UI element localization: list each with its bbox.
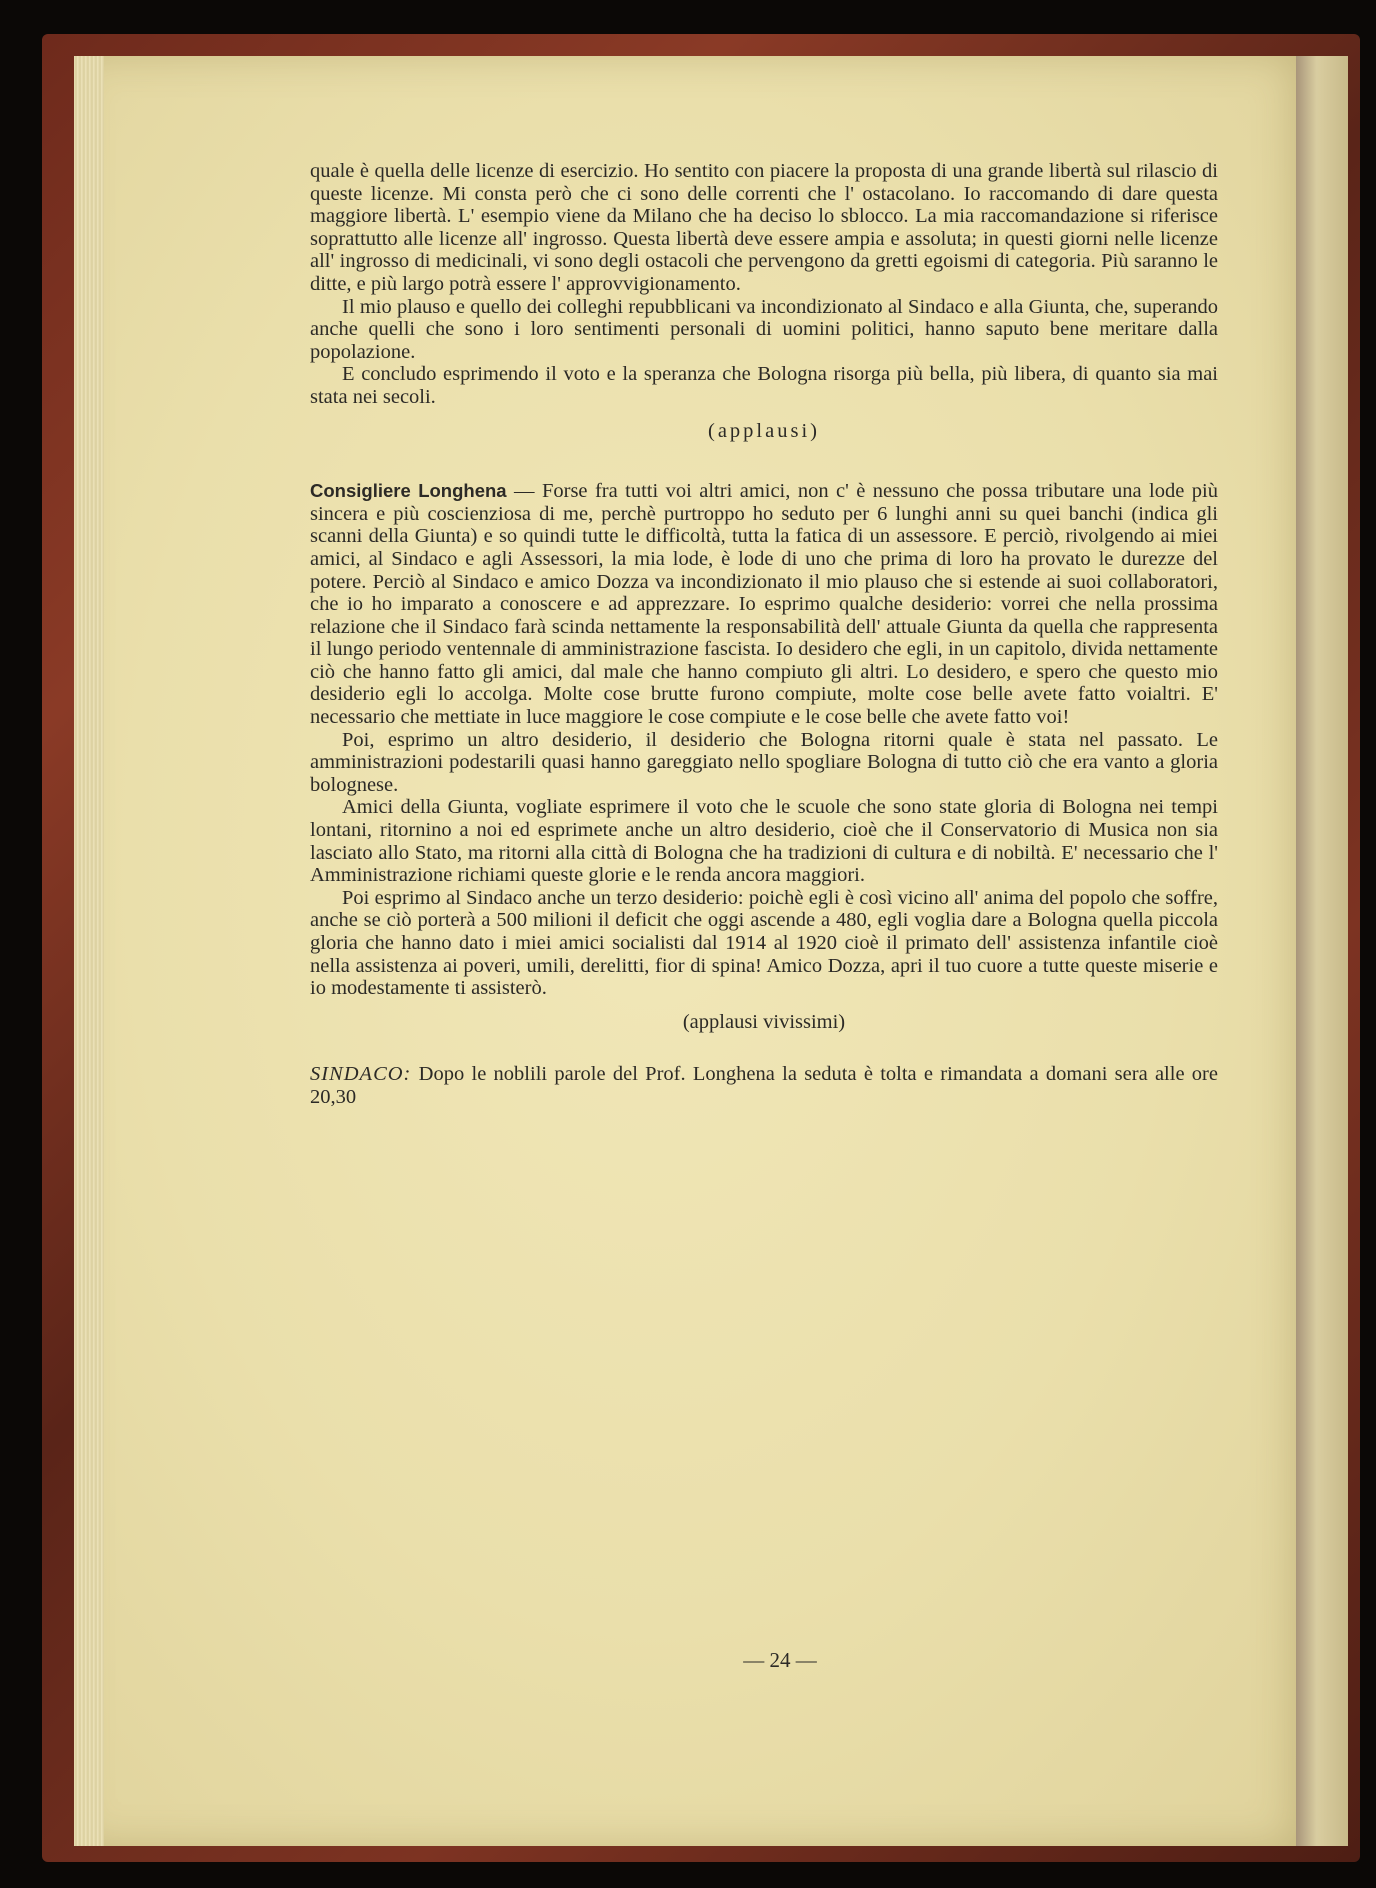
paragraph-conclusione: E concludo esprimendo il voto e la speranza che Bologna risorga più bella, più libera, di quanto sia mai stata nei secoli. [310,363,1218,408]
speaker-sindaco: SINDACO: [310,1063,412,1086]
book-gutter [1296,56,1348,1846]
applause-line: (applausi) [708,419,820,442]
sindaco-text: Dopo le noblili parole del Prof. Longhena la seduta è tolta e rimandata a domani sera alle ore 20,30 [310,1063,1218,1108]
sindaco-closing [310,1063,1218,1108]
longhena-speech [310,480,1218,729]
longhena-intro-text: — Forse fra tutti voi altri amici, non c' è nessuno che possa tributare una lode più sincera e più coscienziosa di me, perchè purtroppo ho seduto per 6 lunghi anni su quei banchi (indica gli scanni della Giunta) e so quindi tutte le difficoltà, tutta la fatica di un assessore. E perciò, rivolgendo ai miei amici, al Sindaco e agli Assessori, la mia lode, è lode di uno che prima di loro ha provato le durezze del potere. Perciò al Sindaco e amico Dozza va incondizionato il mio plauso che si estende ai suoi collaboratori, che io ho imparato a conoscere e ad apprezzare. Io esprimo qualche desiderio: vorrei che nella prossima relazione che il Sindaco farà scinda nettamente la responsabilità dell' attuale Giunta da quella che rappresenta il lungo periodo ventennale di amministrazione fascista. Io desidero che egli, in un capitolo, divida nettamente ciò che hanno fatto gli amici, dal male che hanno compiuto gli altri. Lo desidero, e spero che questo mio desiderio egli lo accolga. Molte cose brutte furono compiute, molte cose belle avete fatto voialtri. E' necessario che mettiate in luce maggiore le cose compiute e le cose belle che avete fatto voi! [310,480,1218,729]
paragraph-licenze: quale è quella delle licenze di esercizio. Ho sentito con piacere la proposta di una grande libertà sul rilascio di queste licenze. Mi consta però che ci sono delle correnti che l' ostacolano. Io raccomando di dare questa maggiore libertà. L' esempio viene da Milano che ha deciso lo sblocco. La mia raccomandazione si riferisce soprattutto alle licenze all' ingrosso. Questa libertà deve essere ampia e assoluta; in questi giorni nelle licenze all' ingrosso di medicinali, vi sono degli ostacoli che pervengono da gretti egoismi di categoria. Più saranno le ditte, e più largo potrà essere l' approvvigionamento. [310,160,1218,295]
speaker-name: Consigliere Longhena [310,480,507,502]
applause-line-vivissimi: (applausi vivissimi) [682,1010,846,1033]
paragraph-plauso: Il mio plauso e quello dei colleghi repubblicani va incondizionato al Sindaco e alla Giunta, che, superando anche quelli che sono i loro sentimenti personali di uomini politici, hanno saputo bene meritare dalla popolazione. [310,295,1218,363]
paragraph-conservatorio: Amici della Giunta, vogliate esprimere il voto che le scuole che sono state gloria di Bologna nei tempi lontani, ritornino a noi ed esprimete anche un altro desiderio, cioè che il Conservatorio di Musica non sia lasciato allo Stato, ma ritorni alla città di Bologna che ha tradizioni di cultura e di nobiltà. E' necessario che l' Amministrazione richiami queste glorie e le renda ancora maggiori. [310,796,1218,887]
page-text [310,160,1218,1109]
page-number: — 24 — [743,1648,817,1672]
paragraph-terzo-desiderio: Poi esprimo al Sindaco anche un terzo desiderio: poichè egli è così vicino all' anima del popolo che soffre, anche se ciò porterà a 500 milioni il deficit che oggi ascende a 480, egli voglia dare a Bologna quella piccola gloria che hanno dato i miei amici socialisti dal 1914 al 1920 cioè il primato dell' assistenza infantile cioè nella assistenza ai poveri, umili, derelitti, fior di spina! Amico Dozza, apri il tuo cuore a tutte queste miserie e io modestamente ti assisterò. [310,886,1218,1000]
paragraph-desiderio-passato: Poi, esprimo un altro desiderio, il desiderio che Bologna ritorni quale è stata nel passato. Le amministrazioni podestarili quasi hanno gareggiato nello spogliare Bologna di tutto ciò che era vanto a gloria bolognese. [310,728,1218,796]
